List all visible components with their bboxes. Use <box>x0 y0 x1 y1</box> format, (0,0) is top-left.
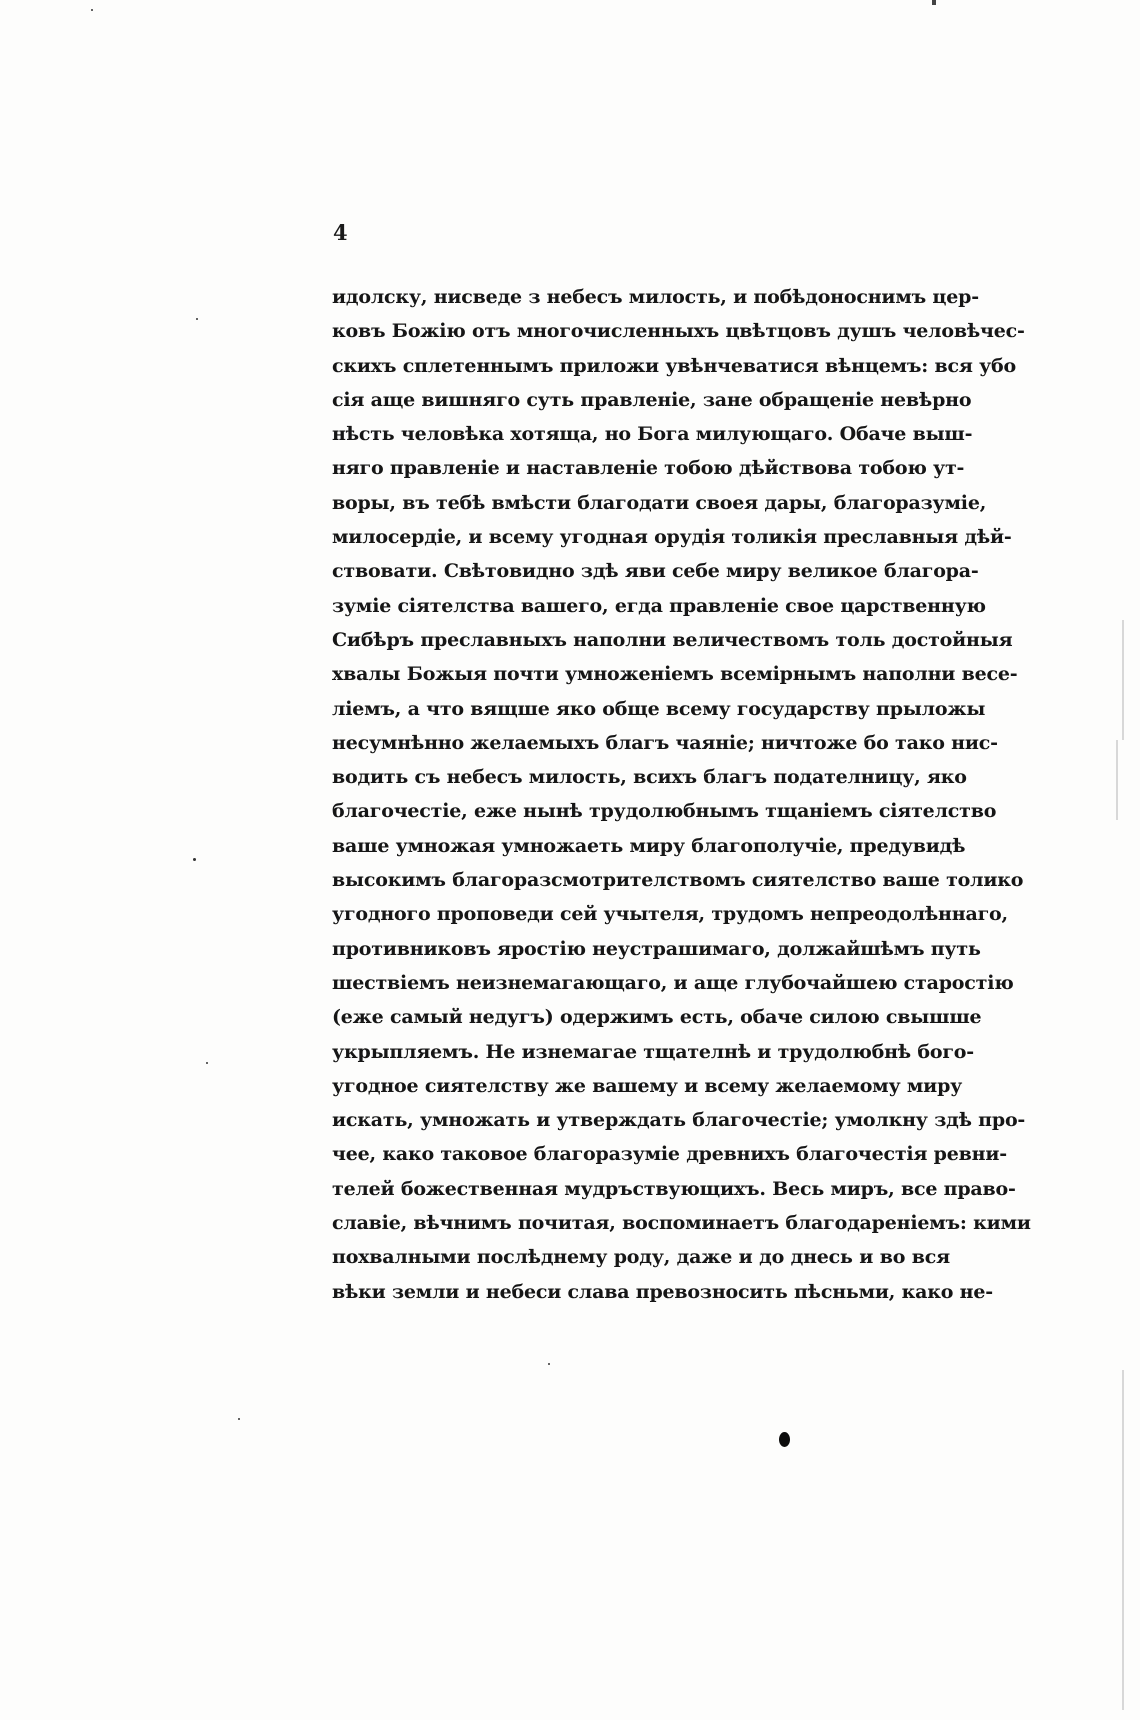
text-line: нѣсть человѣка хотяща, но Бога милующаго. Обаче выш- <box>332 423 973 446</box>
text-line: няго правленіе и наставленіе тобою дѣйствова тобою ут- <box>332 457 965 480</box>
scan-speck <box>548 1363 550 1365</box>
text-line: водить съ небесъ милость, всихъ благъ подателницу, яко <box>332 766 967 789</box>
text-line: ствовати. Свѣтовидно здѣ яви себе миру великое благора- <box>332 560 979 583</box>
text-line: зуміе сіятелства вашего, егда правленіе свое царственную <box>332 594 986 617</box>
text-line: ліемъ, а что вящше яко обще всему государству прыложы <box>332 697 986 720</box>
text-line: идолску, нисведе з небесъ милость, и побѣдоноснимъ цер- <box>332 286 979 308</box>
text-line: противниковъ яростію неустрашимаго, должайшѣмъ путь <box>332 937 981 960</box>
text-line: милосердіе, и всему угодная орудія толикія преславныя дѣй- <box>332 526 1012 549</box>
page-edge-shadow <box>1122 1370 1124 1710</box>
text-line: благочестіе, еже нынѣ трудолюбнымъ тщаніемъ сіятелство <box>332 800 997 823</box>
text-line: ваше умножая умножаеть миру благополучіе, предувидѣ <box>332 834 966 857</box>
text-line: сія аще вишняго суть правленіе, зане обращеніе невѣрно <box>332 388 972 411</box>
scan-speck <box>238 1418 240 1420</box>
text-line: хвалы Божыя почти умноженіемъ всемірнымъ наполни весе- <box>332 663 1018 686</box>
text-line: угодного проповеди сей учытеля, трудомъ непреодолѣннаго, <box>332 903 1008 926</box>
text-line: угодное сиятелству же вашему и всему желаемому миру <box>332 1074 963 1097</box>
text-line: телей божественная мудръствующихъ. Весь миръ, все право- <box>332 1177 1016 1200</box>
scan-speck <box>193 858 196 861</box>
text-line: вѣки земли и небеси слава превозносить пѣсньми, како не- <box>332 1280 993 1303</box>
text-line: (еже самый недугъ) одержимъ есть, обаче силою свышше <box>332 1006 982 1029</box>
text-line: искать, умножать и утверждать благочестіе; умолкну здѣ про- <box>332 1109 1026 1132</box>
text-line: похвалными послѣднему роду, даже и до днесь и во вся <box>332 1246 950 1269</box>
text-line: воры, въ тебѣ вмѣсти благодати своея дары, благоразуміе, <box>332 491 987 514</box>
text-line: укрыпляемъ. Не изнемагае тщателнѣ и трудолюбнѣ бого- <box>332 1040 974 1063</box>
text-line: скихъ сплетеннымъ приложи увѣнчеватися вѣнцемъ: вся убо <box>332 354 1016 377</box>
corner-ink-mark <box>932 0 936 5</box>
page-edge-shadow <box>1122 620 1124 740</box>
scan-speck <box>196 318 198 320</box>
text-line: Сибѣръ преславныхъ наполни величествомъ толь достойныя <box>332 628 1013 651</box>
ink-blot <box>779 1432 790 1447</box>
scan-speck <box>91 9 93 11</box>
text-line: чее, како таковое благоразуміе древнихъ благочестія ревни- <box>332 1143 1007 1166</box>
page-edge-shadow <box>1116 740 1118 820</box>
page-number: 4 <box>333 220 348 245</box>
scan-speck <box>206 1062 208 1064</box>
text-line: ковъ Божію отъ многочисленныхъ цвѣтцовъ душъ человѣчес- <box>332 320 1025 343</box>
text-line: славіе, вѣчнимъ почитая, воспоминаетъ благодареніемъ: кими <box>332 1212 1031 1235</box>
text-line: высокимъ благоразсмотрителствомъ сиятелство ваше толико <box>332 869 1024 892</box>
body-text <box>332 280 1031 1309</box>
text-line: шествіемъ неизнемагающаго, и аще глубочайшею старостію <box>332 971 1014 994</box>
text-line: несумнѣнно желаемыхъ благъ чаяніе; ничтоже бо тако нис- <box>332 731 998 754</box>
